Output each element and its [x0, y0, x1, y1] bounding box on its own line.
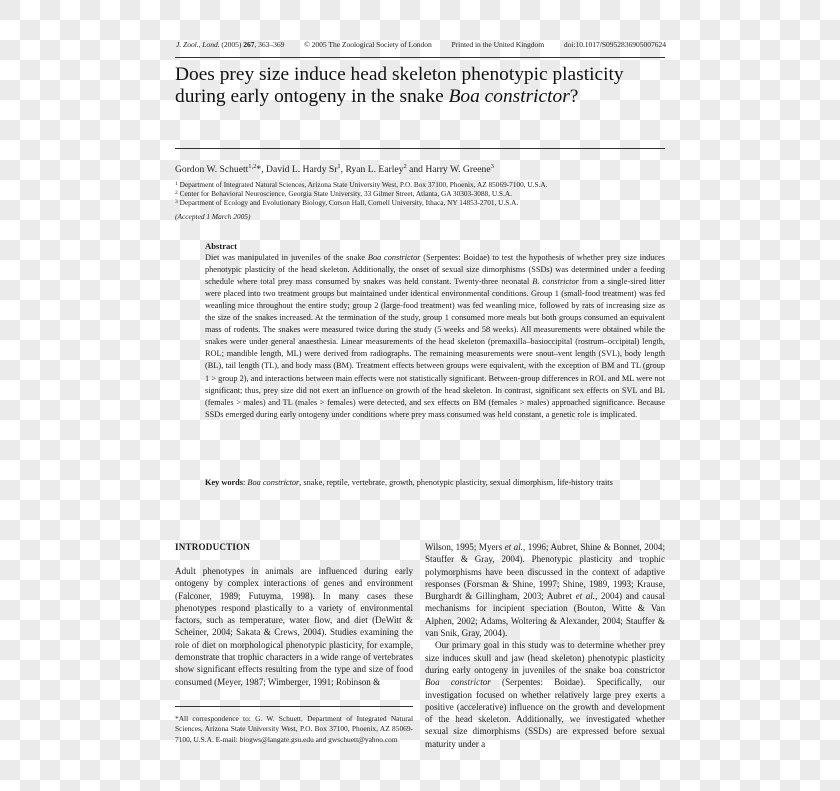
introduction-left-column: Adult phenotypes in animals are influenced during early ontogeny by complex interactions of genes and environment (Falconer, 1989; Futuyma, 1998). In many cases these phenotypes respond plastically to a variety of environmental factors, such as temperature, water flow, and diet (DeWitt & Scheiner, 2004; Sakata & Crews, 2004). Studies examining the role of diet on morphological phenotypic plasticity, for example, demonstrate that trophic characters in a wide range of vertebrates show significant effects resulting from the type and size of food consumed (Meyer, 1987; Wimberger, 1991; Robinson &: [175, 566, 413, 687]
author: Ryan L. Earley$^2$ and: [345, 163, 426, 175]
author-list: [175, 163, 494, 175]
introduction-right-column: [425, 541, 665, 750]
paper-title: Does prey size induce head skeleton phenotypic plasticity during early ontogeny in the snake Boa constrictor?: [175, 64, 624, 107]
correspondence-footnote: *All correspondence to: G. W. Schuett, Department of Integrated Natural Sciences, Arizona State University West, P.O. Box 37100, Phoenix, AZ 85069-7100, U.S.A. E-mail: biogws@langate.gsu.edu and gwschuett@yahoo.com: [175, 714, 413, 744]
paragraph: Our primary goal in this study was to determine whether prey size induces skull and jaw (head skeleton) phenotypic plasticity during early ontogeny in juveniles of the snake boa constrictor Boa constrictor (Serpentes: Boidae). Specifically, our investigation focused on whether relatively large prey exerts a positive (accelerative) influence on the growth and development of the head skeleton. Additionally, we investigated whether sexual size dimorphisms (SSDs) are expressed before sexual maturity under a: [425, 640, 665, 749]
accepted-date: (Accepted 1 March 2005): [175, 212, 251, 221]
citation: J. Zool., Lond. (2005) 267, 363–369: [176, 40, 285, 49]
footnote-rule: [175, 706, 413, 707]
title-species: Boa constrictor: [448, 86, 570, 107]
paragraph: Wilson, 1995; Myers et al., 1996; Aubret, Shine & Bonnet, 2004; Stauffer & Gray, 2004). Phenotypic plasticity and trophic polymorphisms have been discussed in the context of adaptive responses (Forsman & Shine, 1997; Shine, 1989, 1993; Krause, Burghardt & Gillingham, 2003; Aubret et al., 2004) and causal mechanisms for incipient speciation (Bouton, Witte & Van Alphen, 2002; Adams, Woltering & Alexander, 2004; Stauffer & van Snik, Gray, 2004).: [425, 542, 666, 639]
running-head: [176, 40, 666, 49]
affiliation: $^1$ Department of Integrated Natural Sciences, Arizona State University West, P.O. Box 37100, Phoenix, AZ 85069-7100, U.S.A.: [175, 180, 548, 189]
header-rule: [175, 57, 665, 58]
author: David L. Hardy Sr$^1$,: [266, 163, 346, 175]
abstract-body: Diet was manipulated in juveniles of the snake Boa constrictor (Serpentes: Boidae) to test the hypothesis of whether prey size induces phenotypic plasticity of the head skeleton. Additionally, the onset of sexual size dimorphisms (SSDs) was determined under a feeding schedule where total prey mass consumed by snakes was held constant. Twenty-three neonatal B. constrictor from a single-sired litter were placed into two treatment groups but maintained under identical environmental conditions. Group 1 (small-food treatment) was fed weanling mice throughout the entire study; group 2 (large-food treatment) was fed weanling mice, followed by rats of increasing size as the size of the snakes increased. At the termination of the study, group 1 consumed more meals but both groups consumed an equivalent mass of rodents. The snakes were measured twice during the study (5 weeks and 58 weeks). All measurements were obtained while the snakes were under general anaesthesia. Linear measurements of the head skeleton (premaxilla–basioccipital (rostrum–occipital) length, ROL; mandible length, ML) were derived from radiographs. The remaining measurements were snout–vent length (SVL), body length (BL), tail length (TL), and body mass (BM). Treatment effects between groups were equivalent, with the exception of BM and TL (group 1 > group 2), and interactions between main effects were not statistically significant. Between-group differences in ROL and ML were not significant; thus, prey size did not exert an influence on growth of the head skeleton. In contrast, significant sex effects on SVL and BL (females > males) and TL (males > females) were detected, and sex effects on BM (females > males) approached significance. Because SSDs emerged during early ontogeny under conditions where prey mass consumed was held constant, a genetic role is implicated.: [205, 253, 665, 419]
copyright: © 2005 The Zoological Society of London: [304, 40, 432, 49]
printed-location: Printed in the United Kingdom: [451, 40, 545, 49]
abstract: [205, 240, 665, 421]
title-rule: [175, 148, 665, 149]
doi: doi:10.1017/S0952836905007624: [563, 40, 666, 49]
keywords: Key words: Boa constrictor, snake, reptile, vertebrate, growth, phenotypic plasticity, sexual dimorphism, life-history traits: [205, 478, 613, 487]
affiliation: $^3$ Department of Ecology and Evolutionary Biology, Corson Hall, Cornell University, Ithaca, NY 14853-2701, U.S.A.: [175, 198, 519, 207]
author: Gordon W. Schuett$^{1,2}$*,: [175, 163, 267, 175]
author: Harry W. Greene$^3$: [425, 163, 494, 175]
introduction-heading: INTRODUCTION: [175, 542, 251, 552]
affiliation: $^2$ Center for Behavioral Neuroscience, Georgia State University, 33 Gilmer Street, Atlanta, GA 30303-3088, U.S.A.: [175, 189, 512, 198]
abstract-heading: Abstract: [205, 241, 237, 251]
